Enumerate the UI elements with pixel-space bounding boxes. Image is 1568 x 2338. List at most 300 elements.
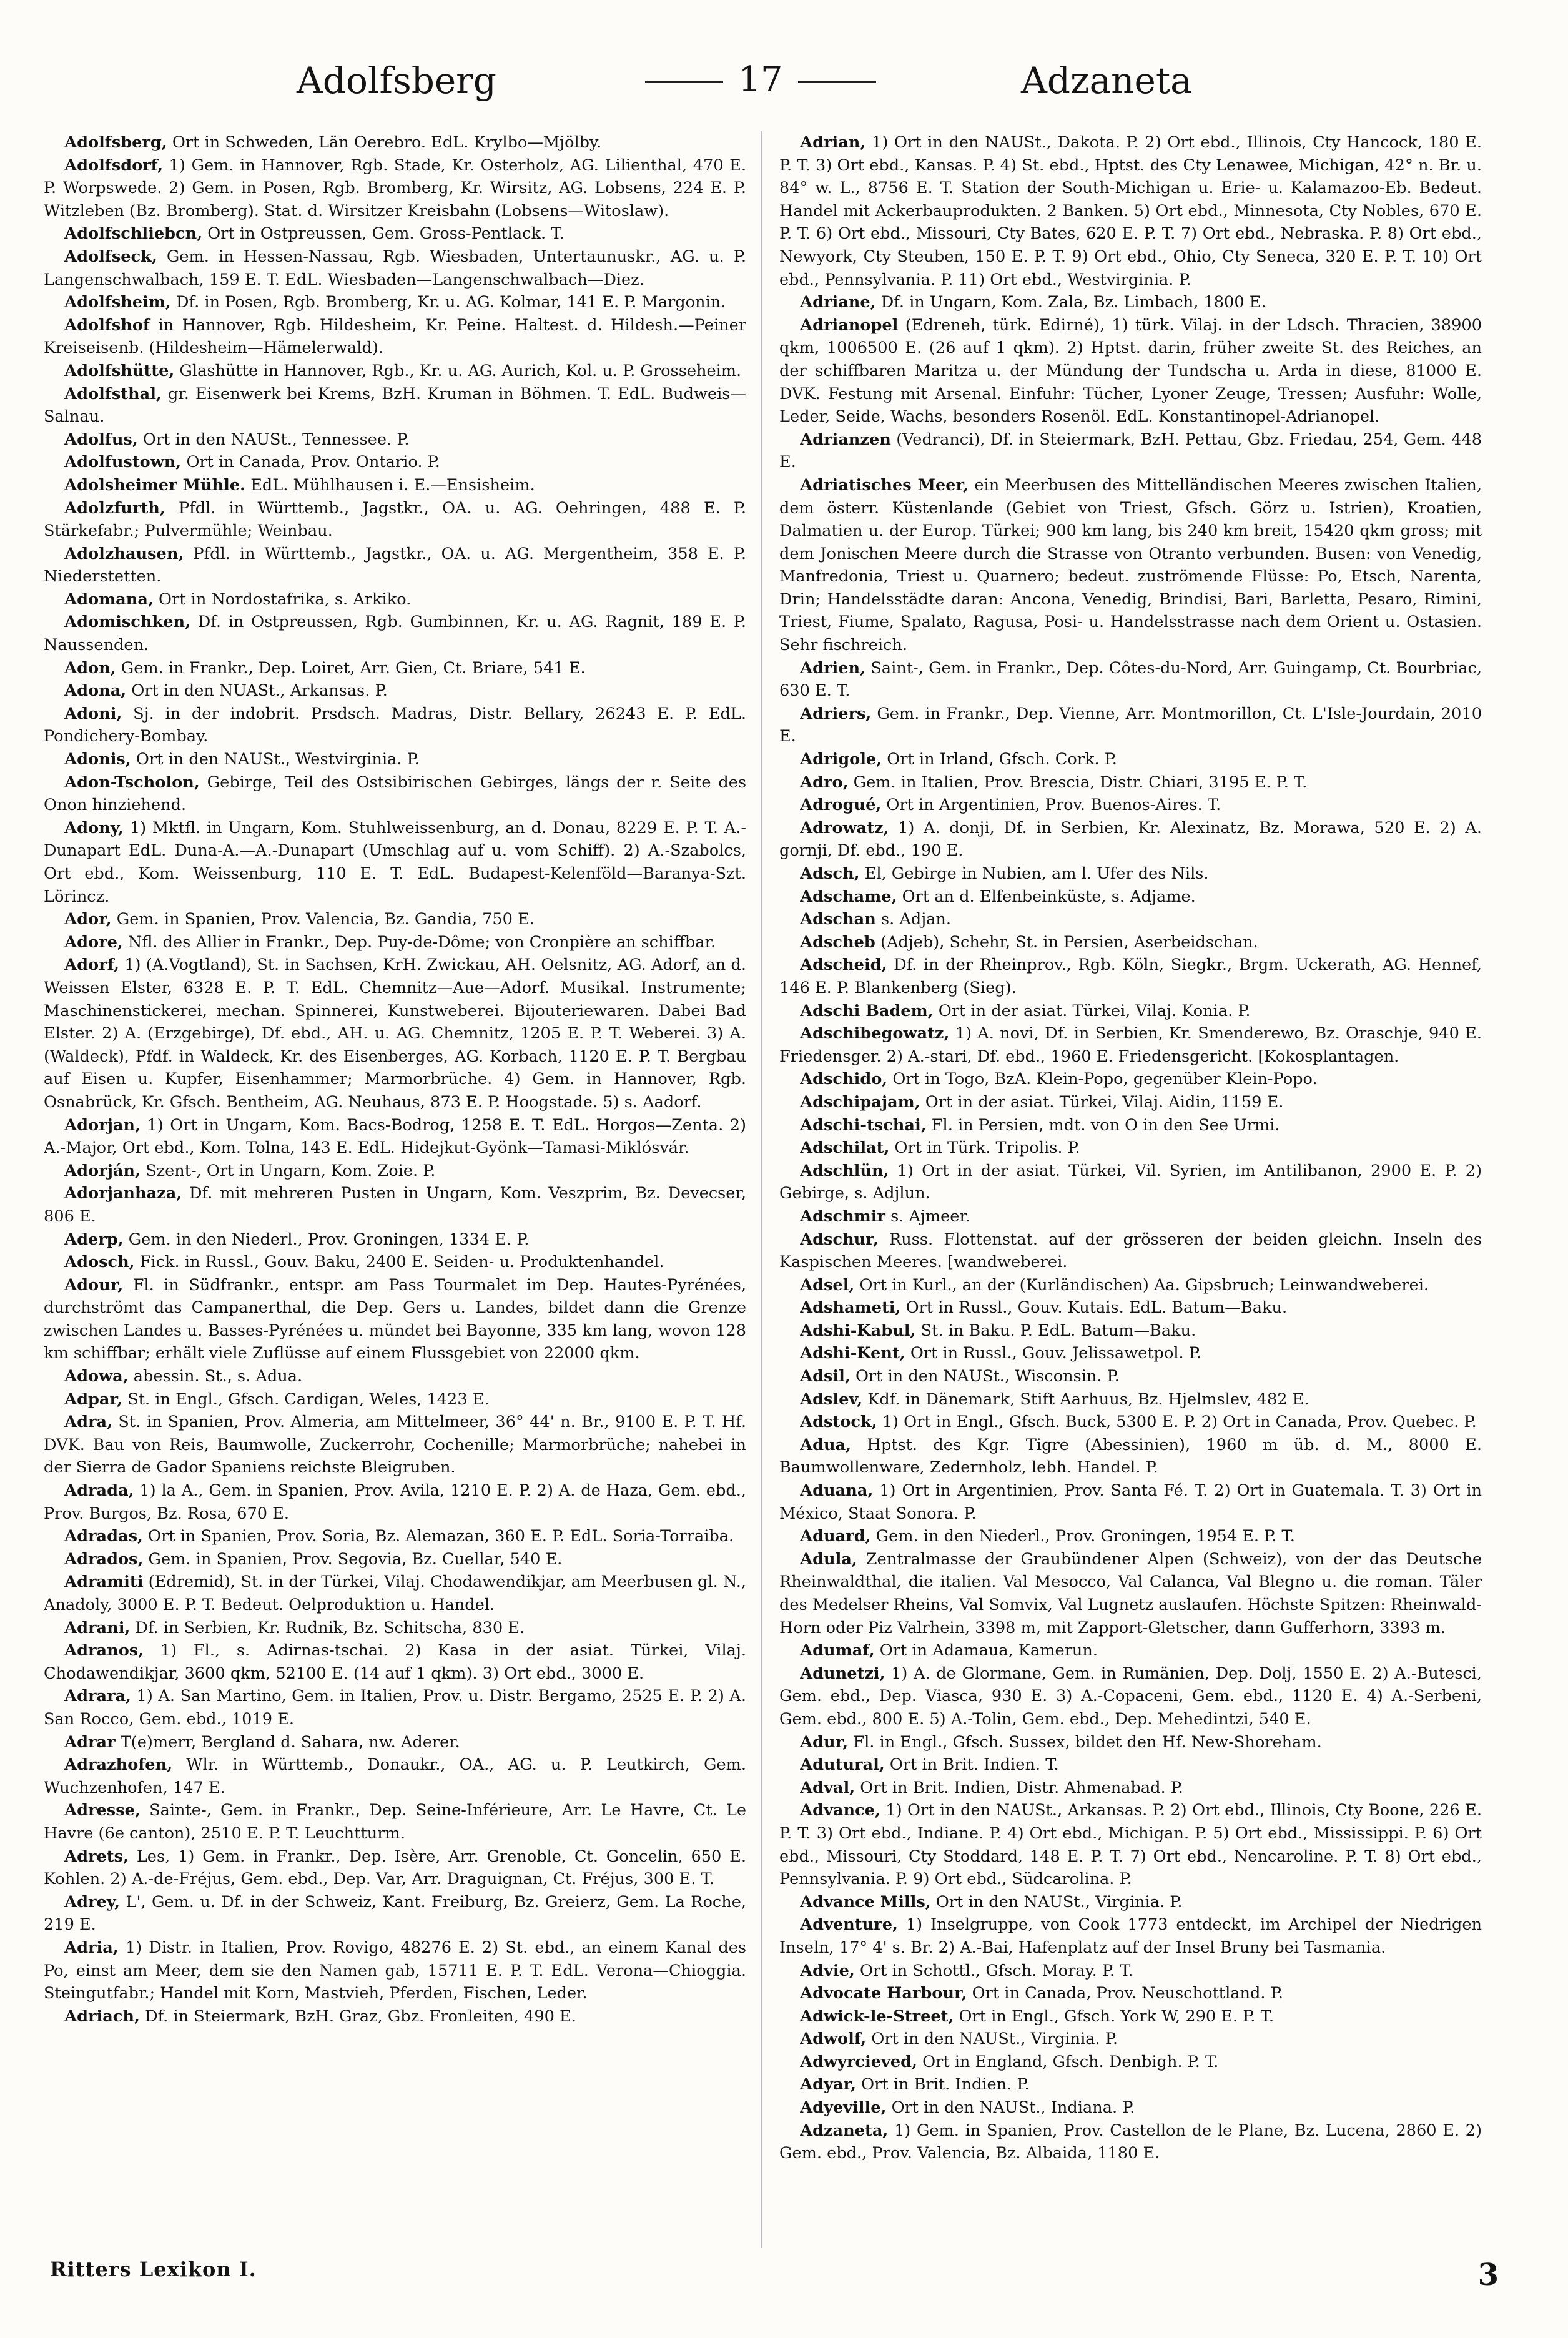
entry-text: Ort in Brit. Indien. P. [861,2075,1030,2094]
entry-text: Les, 1) Gem. in Frankr., Dep. Isère, Arr. Grenoble, Ct. Goncelin, 650 E. Kohlen. 2) A.-de-Fréjus, Gem. ebd., Dep. Var, Arr. Draguignan, Ct. Fréjus, 300 E. T. [44,1847,746,1889]
entry-text: Ort in Türk. Tripolis. P. [894,1138,1080,1158]
entry-text: 1) (A.Vogtland), St. in Sachsen, KrH. Zwickau, AH. Oelsnitz, AG. Adorf, an d. Weissen Elster, 6328 E. P. T. EdL. Chemnitz—Aue—Adorf. Musikal. Instrumente; Maschinenstickerei, mechan. Spinnerei, Kunstweberei. Bijouteriewaren. Dabei Bad Elster. 2) A. (Erzgebirge), Df. ebd., AH. u. AG. Chemnitz, 1205 E. P. T. Weberei. 3) A. (Waldeck), Pfdf. in Waldeck, Kr. des Eisenberges, AG. Korbach, 1120 E. P. T. Bergbau auf Eisen u. Kupfer, Eisenhammer; Marmorbrüche. 4) Gem. in Hannover, Rgb. Osnabrück, Kr. Gfsch. Bentheim, AG. Neuhaus, 873 E. P. Hoogstade. 5) s. Aadorf. [44,955,746,1112]
entry-text: Gebirge, Teil des Ostsibirischen Gebirges, längs der r. Seite des Onon hinziehend. [44,772,746,815]
entry-headword: Adorján, [64,1161,141,1180]
dictionary-entry [44,1891,746,1936]
entry-headword: Adscheb [800,932,875,952]
entry-headword: Adolfshof [64,315,150,335]
entry-headword: Adresse, [64,1801,141,1820]
entry-text: Gem. in Spanien, Prov. Valencia, Bz. Gandia, 750 E. [116,910,535,929]
entry-text: Ort in Nordostafrika, s. Arkiko. [159,589,412,609]
dictionary-entry [44,1731,746,1754]
entry-headword: Adramiti [64,1572,144,1592]
dictionary-entry [44,2005,746,2028]
entry-headword: Adrani, [64,1618,131,1637]
entry-text: Saint-, Gem. in Frankr., Dep. Côtes-du-Nord, Arr. Guingamp, Ct. Bourbriac, 630 E. T. [779,658,1482,701]
entry-headword: Adschmir [800,1206,885,1226]
entry-text: Ort in der asiat. Türkei, Vilaj. Konia. P. [938,1001,1251,1020]
entry-headword: Adro, [800,772,849,792]
entry-headword: Adolsheimer Mühle. [64,475,246,495]
dictionary-entry [779,1205,1482,1228]
entry-text: 1) Gem. in Spanien, Prov. Castellon de le Plane, Bz. Lucena, 2860 E. 2) Gem. ebd., Prov. Valencia, Bz. Albaida, 1180 E. [779,2121,1482,2163]
entry-text: 1) Ort in Ungarn, Kom. Bacs-Bodrog, 1258 E. T. EdL. Horgos—Zenta. 2) A.-Major, Ort ebd., Kom. Tolna, 143 E. EdL. Hidejkut-Gyönk—Tamasi-Miklósvár. [44,1115,746,1158]
dictionary-entry [44,1114,746,1160]
dictionary-entry [779,2051,1482,2074]
entry-text: Ort in Brit. Indien, Distr. Ahmenabad. P. [860,1778,1183,1797]
entry-text: 1) Inselgruppe, von Cook 1773 entdeckt, im Archipel der Niedrigen Inseln, 17° 4' s. Br. 2) A.-Bai, Hafenplatz auf der Insel Bruny bei Tasmania. [779,1915,1482,1957]
entry-text: 1) Fl., s. Adirnas-tschai. 2) Kasa in der asiat. Türkei, Vilaj. Chodawendikjar, 3600 qkm, 52100 E. (14 auf 1 qkm). 3) Ort ebd., 3000 E. [44,1641,746,1683]
entry-headword: Adyar, [800,2075,857,2094]
dictionary-entry [44,588,746,611]
entry-headword: Ador, [64,910,112,929]
entry-headword: Adschipajam, [800,1092,920,1112]
entry-text: Ort in Schweden, Län Oerebro. EdL. Krylbo—Mjölby. [172,133,602,152]
entry-text: Ort in den NAUSt., Virginia. P. [935,1892,1183,1911]
entry-headword: Adorf, [64,955,119,975]
entry-headword: Adwick-le-Street, [800,2006,954,2026]
entry-headword: Adoni, [64,704,122,723]
entry-text: 1) Ort in Engl., Gfsch. Buck, 5300 E. P. 2) Ort in Canada, Prov. Quebec. P. [882,1413,1477,1432]
entry-text: St. in Spanien, Prov. Almeria, am Mittelmeer, 36° 44' n. Br., 9100 E. P. T. Hf. DVK. Bau von Reis, Baumwolle, Zuckerrohr, Cochenille; Marmorbrüche; nahebei in der Sierra de Gador Spaniens reichste Bleigruben. [44,1413,746,1477]
entry-headword: Adolzhausen, [64,544,184,563]
entry-text: El, Gebirge in Nubien, am l. Ufer des Nils. [864,864,1209,883]
entry-headword: Adschan [800,910,876,929]
dictionary-entry [779,1662,1482,1731]
footer-signature: Ritters Lexikon I. [50,2257,257,2281]
dictionary-entry [779,817,1482,862]
entry-text: Ort in Canada, Prov. Neuschottland. P. [972,1984,1283,2003]
dictionary-page [44,37,1524,2311]
entry-text: Ort in Argentinien, Prov. Buenos-Aires. T. [886,796,1221,815]
dictionary-entry [44,1411,746,1479]
dictionary-entry [779,862,1482,885]
entry-headword: Adshi-Kent, [800,1344,905,1363]
entry-text: (Edreneh, türk. Edirné), 1) türk. Vilaj. in der Ldsch. Thracien, 38900 qkm, 1006500 E. (26 auf 1 qkm). 2) Hptst. darin, früher zweite St. des Reiches, an der schiffbaren Maritza u. der Mündung der Tundscha u. Arda in diese, 81000 E. DVK. Festung mit Arsenal. Einfuhr: Tücher, Lyoner Zeuge, Tressen; Ausfuhr: Wolle, Leder, Seide, Wachs, besonders Rosenöl. EdL. Konstantinopel-Adrianopel. [779,315,1482,427]
entry-headword: Adolfus, [64,430,138,449]
dictionary-entry [779,1160,1482,1205]
entry-text: Szent-, Ort in Ungarn, Kom. Zoie. P. [145,1161,436,1180]
entry-text: 1) A. San Martino, Gem. in Italien, Prov. u. Distr. Bergamo, 2525 E. P. 2) A. San Rocco, Gem. ebd., 1019 E. [44,1687,746,1729]
entry-text: 1) Ort in Argentinien, Prov. Santa Fé. T. 2) Ort in Guatemala. T. 3) Ort in México, Staat Sonora. P. [779,1481,1482,1523]
entry-text: (Vedranci), Df. in Steiermark, BzH. Pettau, Gbz. Friedau, 254, Gem. 448 E. [779,430,1482,472]
entry-text: Ort in Russl., Gouv. Kutais. EdL. Batum—Baku. [905,1298,1288,1318]
entry-text: Gem. in Spanien, Prov. Segovia, Bz. Cuellar, 540 E. [148,1549,563,1569]
entry-headword: Adscheid, [800,955,887,975]
entry-headword: Adosch, [64,1253,135,1272]
entry-text: 1) Distr. in Italien, Prov. Rovigo, 48276 E. 2) St. ebd., an einem Kanal des Po, einst am Meer, dem sie den Namen gab, 15711 E. P. T. EdL. Verona—Chioggia. Steingutfabr.; Handel mit Korn, Mastvieh, Pferden, Fischen, Leder. [44,1938,746,2003]
entry-text: Ort in Schottl., Gfsch. Moray. P. T. [859,1961,1133,1980]
dictionary-entry [779,2073,1482,2096]
dictionary-entry [779,1479,1482,1525]
entry-headword: Adunetzi, [800,1664,885,1683]
left-column [44,131,746,2248]
dictionary-entry [779,1982,1482,2005]
entry-headword: Adumaf, [800,1641,875,1660]
entry-text: 1) la A., Gem. in Spanien, Prov. Avila, 1210 E. P. 2) A. de Haza, Gem. ebd., Prov. Burgos, Bz. Rosa, 670 E. [44,1481,746,1523]
dictionary-entry [44,1365,746,1388]
entry-headword: Adschame, [800,887,897,906]
entry-headword: Advocate Harbour, [800,1984,967,2003]
dictionary-entry [44,748,746,771]
entry-text: 1) Ort in der asiat. Türkei, Vil. Syrien, im Antilibanon, 2900 E. P. 2) Gebirge, s. Adjlun. [779,1161,1482,1203]
dictionary-entry [779,1365,1482,1388]
dictionary-entry [44,360,746,383]
entry-text: Gem. in Hessen-Nassau, Rgb. Wiesbaden, Untertaunuskr., AG. u. P. Langenschwalbach, 159 E. T. EdL. Wiesbaden—Langenschwalbach—Diez. [44,247,746,289]
entry-text: 1) Ort in den NAUSt., Dakota. P. 2) Ort ebd., Illinois, Cty Hancock, 180 E. P. T. 3) Ort ebd., Kansas. P. 4) St. ebd., Hptst. des Cty Lenawee, Michigan, 42° n. Br. u. 84° w. L., 8756 E. T. Station der South-Michigan u. Erie- u. Kalamazoo-Eb. Bedeut. Handel mit Ackerbauprodukten. 2 Banken. 5) Ort ebd., Minnesota, Cty Nobles, 670 E. P. T. 6) Ort ebd., Missouri, Cty Bates, 620 E. P. T. 7) Ort ebd., Nebraska. P. 8) Ort ebd., Newyork, Cty Steuben, 150 E. P. T. 9) Ort ebd., Ohio, Cty Seneca, 320 E. P. T. 10) Ort ebd., Pennsylvania. P. 11) Ort ebd., Westvirginia. P. [779,133,1482,289]
dictionary-entry [44,474,746,497]
header-first-entry: Adolfsberg [297,59,497,102]
entry-headword: Adour, [64,1275,124,1295]
dictionary-entry [779,1891,1482,1914]
dictionary-entry [44,1479,746,1525]
entry-headword: Advance Mills, [800,1892,931,1911]
column-divider [761,131,762,2248]
dictionary-entry [779,1960,1482,1983]
entry-text: Ort in Ostpreussen, Gem. Gross-Pentlack. T. [207,224,565,244]
entry-headword: Adolfustown, [64,453,182,472]
dictionary-entry [779,1388,1482,1411]
dictionary-entry [44,954,746,1113]
entry-text: Ort in Spanien, Prov. Soria, Bz. Alemazan, 360 E. P. EdL. Soria-Torraiba. [148,1527,734,1546]
dictionary-entry [779,748,1482,771]
entry-text: s. Adjan. [880,910,952,929]
entry-text: Hptst. des Kgr. Tigre (Abessinien), 1960 m üb. d. M., 8000 E. Baumwollenware, Zedernholz, lebh. Handel. P. [779,1435,1482,1477]
entry-headword: Adwyrcieved, [800,2052,917,2071]
dictionary-entry [44,1228,746,1251]
entry-text: s. Ajmeer. [890,1206,971,1226]
entry-headword: Advance, [800,1801,880,1820]
dictionary-entry [779,1411,1482,1434]
entry-text: Df. in Ostpreussen, Rgb. Gumbinnen, Kr. u. AG. Ragnit, 189 E. P. Naussenden. [44,613,746,655]
entry-headword: Adriach, [64,2006,140,2026]
entry-headword: Adrada, [64,1481,134,1501]
dictionary-entry [44,291,746,314]
entry-headword: Adon, [64,658,116,678]
dictionary-entry [779,1913,1482,1959]
entry-headword: Adval, [800,1778,855,1797]
entry-text: (Adjeb), Schehr, St. in Persien, Aserbeidschan. [880,932,1258,952]
dictionary-entry [44,1685,746,1730]
dictionary-entry [44,1845,746,1891]
dictionary-entry [779,2005,1482,2028]
entry-headword: Adur, [800,1732,849,1752]
entry-text: Df. mit mehreren Pusten in Ungarn, Kom. Veszprim, Bz. Devecser, 806 E. [44,1184,746,1226]
entry-text: Ort in den NAUSt., Indiana. P. [891,2098,1135,2118]
entry-text: Sj. in der indobrit. Prsdsch. Madras, Distr. Bellary, 26243 E. P. EdL. Pondichery-Bombay. [44,704,746,746]
entry-headword: Adsch, [800,864,860,883]
entry-headword: Adpar, [64,1389,123,1409]
entry-text: Ort in den NAUSt., Westvirginia. P. [136,750,420,769]
entry-text: Ort in der asiat. Türkei, Vilaj. Aidin, 1159 E. [925,1092,1284,1112]
dictionary-entry [44,771,746,817]
dictionary-entry [779,314,1482,428]
entry-text: Ort in Engl., Gfsch. York W, 290 E. P. T. [959,2006,1275,2026]
entry-text: L', Gem. u. Df. in der Schweiz, Kant. Freiburg, Bz. Greierz, Gem. La Roche, 219 E. [44,1892,746,1935]
entry-text: 1) A. donji, Df. in Serbien, Kr. Alexinatz, Bz. Morawa, 520 E. 2) A. gornji, Df. ebd., 190 E. [779,818,1482,861]
dictionary-entry [779,1342,1482,1365]
entry-headword: Adschido, [800,1070,888,1089]
entry-headword: Adolfsdorf, [64,155,164,175]
entry-headword: Adorjanhaza, [64,1184,182,1203]
entry-headword: Adolfsthal, [64,384,162,403]
entry-headword: Adorjan, [64,1115,141,1135]
entry-text: 1) Mktfl. in Ungarn, Kom. Stuhlweissenburg, an d. Donau, 8229 E. P. T. A.-Dunapart EdL. Duna-A.—A.-Dunapart (Umschlag auf u. vom Schiff). 2) A.-Szabolcs, Ort ebd., Kom. Weissenburg, 110 E. T. EdL. Budapest-Kelenföld—Baranya-Szt. Lörincz. [44,818,746,906]
entry-text: Ort in Togo, BzA. Klein-Popo, gegenüber Klein-Popo. [892,1070,1318,1089]
dictionary-entry [44,817,746,908]
dictionary-entry [44,1639,746,1685]
entry-text: 1) A. novi, Df. in Serbien, Kr. Smenderewo, Bz. Oraschje, 940 E. Friedensger. 2) A.-stari, Df. ebd., 1960 E. Friedensgericht. [Kokosplantagen. [779,1024,1482,1066]
entry-headword: Adyeville, [800,2098,887,2118]
entry-headword: Adschilat, [800,1138,890,1158]
dictionary-entry [779,428,1482,474]
entry-text: St. in Engl., Gfsch. Cardigan, Weles, 1423 E. [127,1389,490,1409]
dictionary-entry [779,1091,1482,1114]
entry-headword: Adomana, [64,589,154,609]
entry-text: Russ. Flottenstat. auf der grösseren der beiden gleichn. Inseln des Kaspischen Meeres. [wandweberei. [779,1230,1482,1272]
entry-text: gr. Eisenwerk bei Krems, BzH. Kruman in Böhmen. T. EdL. Budweis—Salnau. [44,384,746,427]
entry-headword: Adrets, [64,1847,129,1866]
dictionary-entry [44,1754,746,1799]
entry-headword: Adomischken, [64,613,191,632]
entry-headword: Adschur, [800,1230,879,1249]
entry-headword: Adriatisches Meer, [800,475,969,495]
dictionary-entry [44,428,746,451]
entry-headword: Adonis, [64,750,131,769]
dictionary-entry [779,1228,1482,1274]
dictionary-entry [44,1936,746,2005]
entry-headword: Adriers, [800,704,872,723]
entry-text: Ort in Kurl., an der (Kurländischen) Aa. Gipsbruch; Leinwandweberei. [859,1275,1429,1295]
entry-headword: Adowa, [64,1367,129,1386]
entry-headword: Adula, [800,1549,857,1569]
dictionary-entry [44,931,746,954]
entry-headword: Aderp, [64,1230,124,1249]
dictionary-entry [779,1274,1482,1297]
dictionary-entry [779,131,1482,291]
entry-headword: Adriane, [800,293,876,312]
entry-text: Ort in England, Gfsch. Denbigh. P. T. [922,2052,1219,2071]
dictionary-entry [779,1296,1482,1319]
dictionary-entry [44,314,746,360]
dictionary-entry [779,657,1482,703]
entry-headword: Adrianzen [800,430,891,449]
entry-text: Nfl. des Allier in Frankr., Dep. Puy-de-Dôme; von Cronpière an schiffbar. [127,932,716,952]
dictionary-entry [779,1639,1482,1662]
entry-headword: Adschlün, [800,1161,889,1180]
entry-headword: Adrianopel [800,315,899,335]
dictionary-entry [779,1114,1482,1137]
entry-text: Df. in Steiermark, BzH. Graz, Gbz. Fronleiten, 490 E. [145,2006,576,2026]
entry-text: Fick. in Russl., Gouv. Baku, 2400 E. Seiden- u. Produktenhandel. [139,1253,664,1272]
entry-headword: Adolzfurth, [64,498,165,518]
dictionary-entry [779,931,1482,954]
entry-headword: Adrowatz, [800,818,889,837]
entry-text: Ort in den NUASt., Arkansas. P. [131,681,388,701]
entry-text: Ort in den NAUSt., Tennessee. P. [142,430,410,449]
dictionary-entry [779,1319,1482,1343]
entry-text: ein Meerbusen des Mittelländischen Meeres zwischen Italien, dem österr. Küstenlande (Gebiet von Triest, Gfsch. Görz u. Istrien), Kroatien, Dalmatien u. der Europ. Türkei; 900 km lang, bis 240 km breit, 15420 qkm gross; mit dem Jonischen Meere durch die Strasse von Otranto verbunden. Busen: von Venedig, Manfredonia, Triest u. Quarnero; bedeut. zuströmende Flüsse: Po, Etsch, Narenta, Drin; Handelsstädte daran: Ancona, Venedig, Brindisi, Bari, Barletta, Pesaro, Rimini, Triest, Fiume, Spalato, Ragusa, Posi- u. Handelsstrasse nach dem Orient u. Ostasien. Sehr fischreich. [779,475,1482,655]
header-last-entry: Adzaneta [1021,59,1192,102]
entry-headword: Adshameti, [800,1298,901,1318]
dictionary-entry [44,383,746,428]
entry-headword: Adutural, [800,1755,885,1775]
entry-text: Ort in Russl., Gouv. Jelissawetpol. P. [910,1344,1201,1363]
entry-headword: Adrar [64,1732,116,1752]
dictionary-entry [44,1251,746,1274]
entry-headword: Adrogué, [800,796,882,815]
running-header [44,59,1524,128]
entry-text: Ort in den NAUSt., Virginia. P. [871,2030,1118,2049]
dictionary-entry [779,794,1482,817]
dictionary-entry [779,771,1482,794]
entry-text: Kdf. in Dänemark, Stift Aarhuus, Bz. Hjelmslev, 482 E. [867,1389,1309,1409]
entry-text: Glashütte in Hannover, Rgb., Kr. u. AG. Aurich, Kol. u. P. Grosseheim. [179,361,742,380]
dictionary-entry [44,154,746,223]
right-column [779,131,1482,2248]
dictionary-entry [44,222,746,245]
dictionary-entry [44,611,746,656]
entry-text: Df. in Serbien, Kr. Rudnik, Bz. Schitscha, 830 E. [135,1618,525,1637]
entry-text: Df. in Posen, Rgb. Bromberg, Kr. u. AG. Kolmar, 141 E. P. Margonin. [175,293,726,312]
dictionary-entry [44,1525,746,1548]
entry-text: Fl. in Südfrankr., entspr. am Pass Tourmalet im Dep. Hautes-Pyrénées, durchströmt das Campanerthal, die Dep. Gers u. Landes, bildet dann die Grenze zwischen Landes u. Basses-Pyrénées u. mündet bei Bayonne, 335 km lang, wovon 128 km schiffbar; erhält viele Zuflüsse auf einem Flussgebiet von 22000 qkm. [44,1275,746,1363]
dictionary-entry [44,1182,746,1228]
entry-text: Pfdl. in Württemb., Jagstkr., OA. u. AG. Oehringen, 488 E. P. Stärkefabr.; Pulvermühle; Weinbau. [44,498,746,541]
dictionary-entry [779,703,1482,748]
dictionary-entry [779,2028,1482,2051]
entry-text: Gem. in den Niederl., Prov. Groningen, 1334 E. P. [128,1230,530,1249]
entry-headword: Adon-Tscholon, [64,772,200,792]
dictionary-entry [44,1799,746,1845]
dictionary-entry [779,474,1482,657]
entry-headword: Adwolf, [800,2030,867,2049]
entry-text: Ort in Adamaua, Kamerun. [879,1641,1098,1660]
dictionary-entry [779,1000,1482,1023]
dictionary-entry [779,2119,1482,2165]
entry-headword: Adrian, [800,133,866,152]
entry-headword: Adsil, [800,1367,851,1386]
dictionary-entry [44,245,746,291]
dictionary-entry [779,1525,1482,1548]
entry-headword: Aduana, [800,1481,874,1501]
dictionary-entry [44,497,746,543]
sheet-number: 3 [1477,2257,1499,2292]
entry-headword: Adua, [800,1435,852,1454]
page-number: 17 [617,59,904,100]
entry-text: EdL. Mühlhausen i. E.—Ensisheim. [250,475,535,495]
entry-text: in Hannover, Rgb. Hildesheim, Kr. Peine. Haltest. d. Hildesh.—Peiner Kreiseisenb. (Hildesheim—Hämelerwald). [44,315,746,358]
dictionary-entry [44,543,746,588]
entry-text: Zentralmasse der Graubündener Alpen (Schweiz), von der das Deutsche Rheinwaldthal, die italien. Val Mesocco, Val Calanca, Val Blegno u. die roman. Täler des Medelser Rheins, Val Somvix, Val Lugnetz auslaufen. Höchste Spitzen: Rheinwald-Horn oder Piz Valrhein, 3398 m, mit Zapport-Gletscher, dann Gufferhorn, 3393 m. [779,1549,1482,1637]
dictionary-entry [44,451,746,474]
entry-headword: Adolfsheim, [64,293,171,312]
dictionary-entry [44,1617,746,1640]
entry-headword: Adradas, [64,1527,143,1546]
dictionary-entry [779,1137,1482,1160]
entry-text: Gem. in den Niederl., Prov. Groningen, 1954 E. P. T. [875,1527,1295,1546]
dictionary-entry [779,1022,1482,1068]
entry-text: Ort in Canada, Prov. Ontario. P. [186,453,440,472]
entry-headword: Adsel, [800,1275,855,1295]
dictionary-entry [44,1548,746,1571]
entry-text: Pfdl. in Württemb., Jagstkr., OA. u. AG. Mergentheim, 358 E. P. Niederstetten. [44,544,746,586]
dictionary-entry [779,1777,1482,1800]
dictionary-entry [44,1571,746,1616]
entry-headword: Adrados, [64,1549,144,1569]
entry-text: Wlr. in Württemb., Donaukr., OA., AG. u. P. Leutkirch, Gem. Wuchzenhofen, 147 E. [44,1755,746,1797]
entry-text: Sainte-, Gem. in Frankr., Dep. Seine-Inférieure, Arr. Le Havre, Ct. Le Havre (6e canton), 2510 E. P. T. Leuchtturm. [44,1801,746,1843]
entry-text: (Edremid), St. in der Türkei, Vilaj. Chodawendikjar, am Meerbusen gl. N., Anadoly, 3000 E. P. T. Bedeut. Oelproduktion u. Handel. [44,1572,746,1614]
entry-headword: Adshi-Kabul, [800,1321,916,1340]
entry-headword: Adrigole, [800,750,882,769]
dictionary-entry [44,679,746,703]
dictionary-entry [44,1160,746,1183]
entry-headword: Aduard, [800,1527,871,1546]
entry-text: Df. in Ungarn, Kom. Zala, Bz. Limbach, 1800 E. [880,293,1266,312]
entry-headword: Adschi Badem, [800,1001,934,1020]
entry-text: abessin. St., s. Adua. [133,1367,303,1386]
entry-headword: Adona, [64,681,127,701]
dictionary-entry [779,1548,1482,1639]
entry-headword: Adrien, [800,658,866,678]
entry-headword: Adranos, [64,1641,144,1660]
dictionary-entry [779,1799,1482,1890]
entry-headword: Adrey, [64,1892,121,1911]
entry-headword: Adzaneta, [800,2121,889,2140]
dictionary-entry [44,131,746,154]
entry-headword: Adolfsberg, [64,133,167,152]
entry-headword: Adony, [64,818,124,837]
dictionary-entry [779,908,1482,931]
dictionary-entry [44,908,746,931]
footer [44,2257,1524,2295]
entry-headword: Advie, [800,1961,855,1980]
entry-headword: Adria, [64,1938,119,1957]
entry-headword: Adolfseck, [64,247,157,266]
entry-text: St. in Baku. P. EdL. Batum—Baku. [920,1321,1196,1340]
entry-text: Ort in Brit. Indien. T. [889,1755,1059,1775]
entry-text: Ort an d. Elfenbeinküste, s. Adjame. [902,887,1196,906]
entry-text: T(e)merr, Bergland d. Sahara, nw. Aderer. [120,1732,460,1752]
entry-text: Gem. in Frankr., Dep. Loiret, Arr. Gien, Ct. Briare, 541 E. [121,658,586,678]
entry-text: Ort in Irland, Gfsch. Cork. P. [887,750,1117,769]
dictionary-entry [44,1388,746,1411]
entry-text: Ort in den NAUSt., Wisconsin. P. [855,1367,1120,1386]
entry-text: 1) Gem. in Hannover, Rgb. Stade, Kr. Osterholz, AG. Lilienthal, 470 E. P. Worpswede. 2) Gem. in Posen, Rgb. Bromberg, Kr. Wirsitz, AG. Lobsens, 224 E. P. Witzleben (Bz. Bromberg). Stat. d. Wirsitzer Kreisbahn (Lobsens—Witoslaw). [44,155,746,220]
entry-headword: Adolfshütte, [64,361,175,380]
dictionary-entry [44,1274,746,1365]
entry-headword: Adventure, [800,1915,898,1935]
entry-text: Df. in der Rheinprov., Rgb. Köln, Siegkr., Brgm. Uckerath, AG. Hennef, 146 E. P. Blankenberg (Sieg). [779,955,1482,997]
entry-headword: Adore, [64,932,123,952]
entry-headword: Adrara, [64,1687,132,1706]
entry-headword: Adschibegowatz, [800,1024,950,1043]
entry-headword: Adslev, [800,1389,863,1409]
dictionary-entry [44,703,746,748]
entry-headword: Adstock, [800,1413,877,1432]
entry-text: 1) A. de Glormane, Gem. in Rumänien, Dep. Dolj, 1550 E. 2) A.-Butesci, Gem. ebd., Dep. Viasca, 930 E. 3) A.-Copaceni, Gem. ebd., 1120 E. 4) A.-Serbeni, Gem. ebd., 800 E. 5) A.-Tolin, Gem. ebd., Dep. Mehedintzi, 540 E. [779,1664,1482,1729]
entry-headword: Adrazhofen, [64,1755,173,1775]
dictionary-entry [779,885,1482,909]
entry-text: Gem. in Italien, Prov. Brescia, Distr. Chiari, 3195 E. P. T. [853,772,1308,792]
dictionary-entry [44,657,746,680]
entry-text: Fl. in Persien, mdt. von O in den See Urmi. [931,1115,1280,1135]
entry-headword: Adolfschliebcn, [64,224,203,244]
dictionary-entry [779,2096,1482,2119]
dictionary-entry [779,1434,1482,1479]
dictionary-entry [779,291,1482,314]
entry-headword: Adschi-tschai, [800,1115,927,1135]
